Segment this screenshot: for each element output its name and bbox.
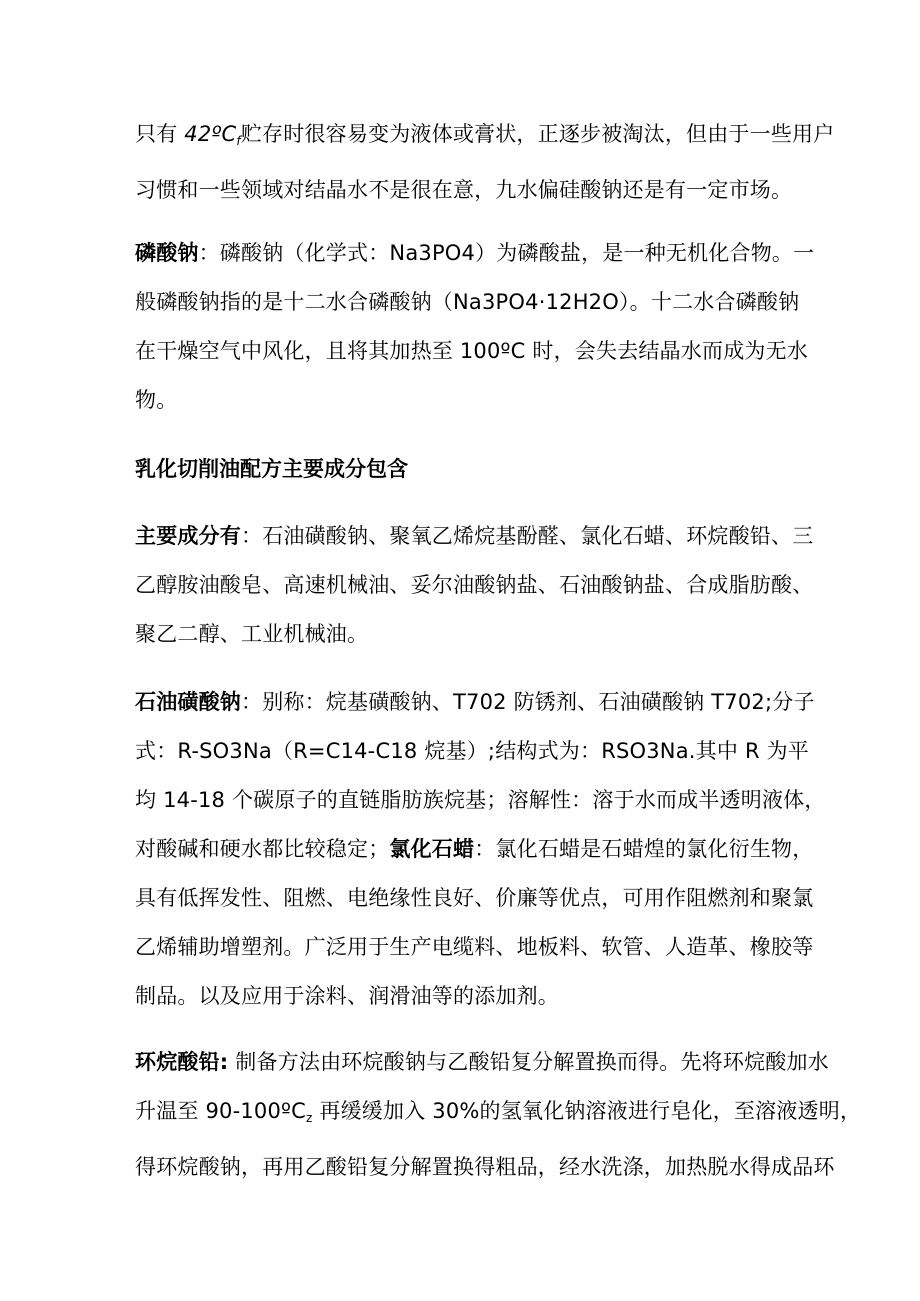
section-heading: 乳化切削油配方主要成分包含 bbox=[135, 457, 408, 481]
text-run: 对酸碱和硬水都比较稳定； bbox=[135, 837, 390, 861]
text-line: 乙烯辅助增塑剂。广泛用于生产电缆料、地板料、软管、人造革、橡胶等 bbox=[135, 935, 814, 959]
text-line: 式：R-SO3Na（R=C14-C18 烷基）;结构式为：RSO3Na.其中 R 为平 bbox=[135, 739, 810, 763]
term-chlorinated-paraffin: 氯化石蜡 bbox=[389, 837, 475, 861]
paragraph-petroleum-sulfonate bbox=[135, 678, 826, 1021]
text-run: ：氯化石蜡是石蜡煌的氯化衍生物， bbox=[474, 837, 814, 861]
text-run: ：磷酸钠（化学式：Na3PO4）为磷酸盐，是一种无机化合物。一 bbox=[198, 241, 815, 265]
text-line: 制品。以及应用于涂料、润滑油等的添加剂。 bbox=[135, 984, 559, 1008]
term-main-ingredients: 主要成分有 bbox=[135, 524, 241, 548]
text-line: 得环烷酸钠，再用乙酸铅复分解置换得粗品，经水洗涤，加热脱水得成品环 bbox=[135, 1155, 835, 1179]
text-run: 贮存时很容易变为液体或膏状，正逐步被淘汰，但由于一些用户 bbox=[240, 122, 835, 146]
text-line: 乙醇胺油酸皂、高速机械油、妥尔油酸钠盐、石油酸钠盐、合成脂肪酸、 bbox=[135, 573, 814, 597]
term-petroleum-sulfonate: 石油磺酸钠 bbox=[135, 690, 241, 714]
text-line bbox=[135, 825, 814, 874]
paragraph-main-ingredients bbox=[135, 512, 814, 659]
text-line: 在干燥空气中风化，且将其加热至 100ºC 时，会失去结晶水而成为无水 bbox=[135, 339, 808, 363]
subscript-mark: z bbox=[306, 1111, 313, 1125]
text-line bbox=[135, 1038, 829, 1087]
text-line: 聚乙二醇、工业机械油。 bbox=[135, 622, 369, 646]
text-run: 只有 bbox=[135, 122, 178, 146]
text-line bbox=[135, 678, 815, 727]
text-line bbox=[135, 110, 835, 166]
text-run: 制备方法由环烷酸钠与乙酸铅复分解置换而得。先将环烷酸加水 bbox=[228, 1050, 829, 1074]
subscript-mark: f bbox=[236, 134, 241, 148]
term-lead-naphthenate: 环烷酸铅: bbox=[135, 1050, 229, 1074]
text-line bbox=[135, 229, 815, 278]
paragraph-lead-naphthenate bbox=[135, 1038, 862, 1192]
paragraph-sodium-metasilicate bbox=[135, 110, 835, 215]
term-sodium-phosphate: 磷酸钠 bbox=[135, 241, 199, 265]
text-line: 习惯和一些领域对结晶水不是很在意，九水偏硅酸钠还是有一定市场。 bbox=[135, 178, 793, 202]
text-run: 再缓缓加入 30%的氢氧化钠溶液进行皂化，至溶液透明， bbox=[312, 1099, 862, 1123]
text-run: ：石油磺酸钠、聚氧乙烯烷基酚醛、氯化石蜡、环烷酸铅、三 bbox=[241, 524, 814, 548]
text-line: 般磷酸钠指的是十二水合磷酸钠（Na3PO4·12H2O）。十二水合磷酸钠 bbox=[135, 290, 800, 314]
text-line bbox=[135, 512, 814, 561]
text-line: 具有低挥发性、阻燃、电绝缘性良好、价廉等优点，可用作阻燃剂和聚氯 bbox=[135, 886, 814, 910]
text-line: 物。 bbox=[135, 388, 178, 412]
text-run: 升温至 90-100ºC bbox=[135, 1099, 307, 1123]
text-line bbox=[135, 1087, 862, 1143]
paragraph-sodium-phosphate bbox=[135, 229, 815, 425]
text-run: ：别称：烷基磺酸钠、T702 防锈剂、石油磺酸钠 T702;分子 bbox=[241, 690, 815, 714]
temperature-text: 42ºC bbox=[184, 122, 237, 146]
text-line: 均 14-18 个碳原子的直链脂肪族烷基；溶解性：溶于水而成半透明液体， bbox=[135, 788, 826, 812]
